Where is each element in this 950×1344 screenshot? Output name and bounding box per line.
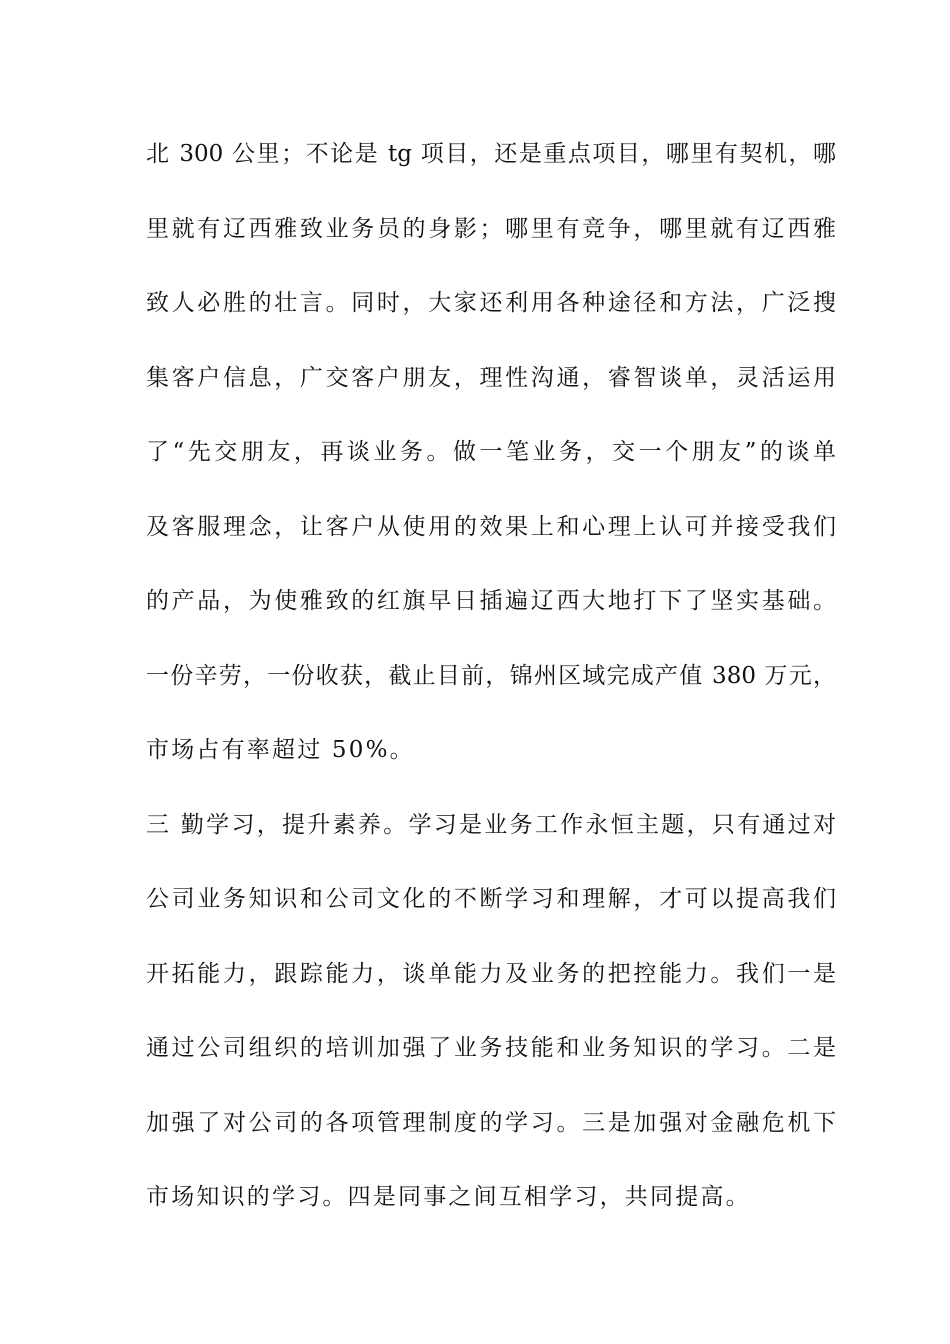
text-line-13: 通过公司组织的培训加强了业务技能和业务知识的学习。二是 xyxy=(146,1035,836,1061)
text-line-6: 及客服理念，让客户从使用的效果上和心理上认可并接受我们 xyxy=(146,513,836,540)
text-line-7: 的产品，为使雅致的红旗早日插遍辽西大地打下了坚实基础。 xyxy=(146,588,836,614)
text-line-8: 一份辛劳，一份收获，截止目前，锦州区域完成产值 380 万元， xyxy=(146,662,836,689)
text-line-5: 了“先交朋友，再谈业务。做一笔业务，交一个朋友”的谈单 xyxy=(146,439,836,465)
text-line-3: 致人必胜的壮言。同时，大家还利用各种途径和方法，广泛搜 xyxy=(146,290,836,316)
text-line-2: 里就有辽西雅致业务员的身影；哪里有竞争，哪里就有辽西雅 xyxy=(146,215,836,242)
text-line-1: 北 300 公里；不论是 tg 项目，还是重点项目，哪里有契机，哪 xyxy=(146,141,836,167)
text-line-12: 开拓能力，跟踪能力，谈单能力及业务的把控能力。我们一是 xyxy=(146,960,836,987)
text-line-4: 集客户信息，广交客户朋友，理性沟通，睿智谈单，灵活运用 xyxy=(146,364,836,391)
text-line-10: 三 勤学习，提升素养。学习是业务工作永恒主题，只有通过对 xyxy=(146,811,836,838)
text-line-11: 公司业务知识和公司文化的不断学习和理解，才可以提高我们 xyxy=(146,886,836,912)
text-line-14: 加强了对公司的各项管理制度的学习。三是加强对金融危机下 xyxy=(146,1109,836,1136)
text-line-15: 市场知识的学习。四是同事之间互相学习，共同提高。 xyxy=(146,1184,751,1210)
body-text xyxy=(146,134,836,1252)
text-line-9: 市场占有率超过 50%。 xyxy=(146,737,415,763)
